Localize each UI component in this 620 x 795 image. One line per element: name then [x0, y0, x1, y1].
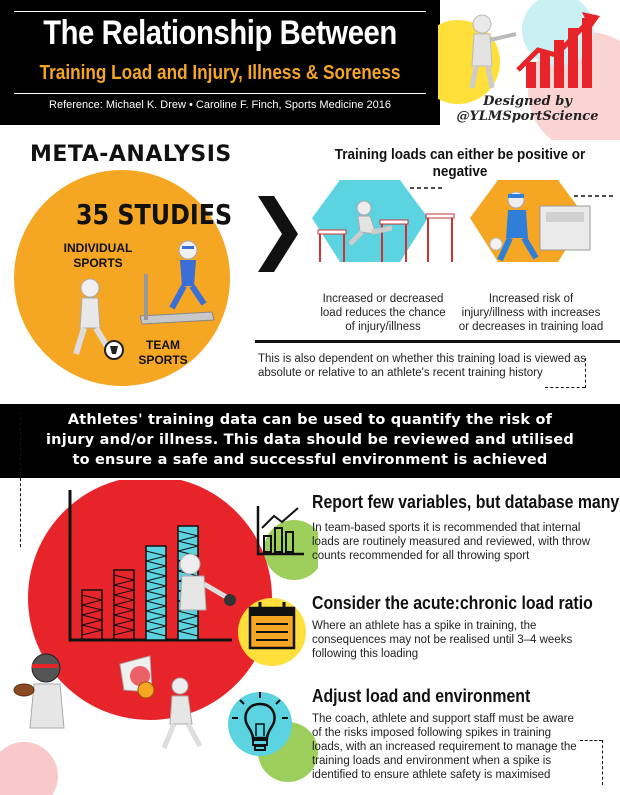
header-top-rule [14, 11, 426, 12]
positive-load-caption: Increased or decreased load reduces the chance of injury/illness [320, 293, 446, 333]
team-label-line1: TEAM [146, 338, 180, 352]
tip-2-icon-graphic [232, 592, 314, 674]
meta-analysis-title: META-ANALYSIS [30, 142, 232, 167]
tip-2-body: Where an athlete has a spike in training, the consequences may not be realised until 3–4 weeks following this loading [312, 620, 573, 660]
designed-by-label: Designed by [483, 94, 572, 109]
tip-3-heading: Adjust load and environment [312, 686, 531, 706]
tip-3-body: The coach, athlete and support staff must be aware of the risks imposed following spikes in training loads, with an increased requirement to manage the training loads and environment when a spike is identified to ensure athlete safety is maximised [312, 713, 577, 781]
individual-label-line2: SPORTS [73, 256, 123, 270]
training-loads-title: Training loads can either be positive or negative [334, 146, 586, 180]
tip-1-icon-graphic [248, 498, 318, 580]
dashed-connector [580, 740, 602, 741]
green-circle-shape [264, 520, 318, 580]
loads-divider [255, 340, 620, 343]
dashed-connector [585, 358, 586, 388]
calendar-icon [250, 602, 294, 648]
tip-3-icon-graphic [218, 682, 318, 782]
negative-load-caption: Increased risk of injury/illness with increases or decreases in training load [458, 293, 604, 333]
team-label-line2: SPORTS [138, 353, 188, 367]
chevron-right-icon [258, 196, 298, 272]
designed-by-handle: @YLMSportScience [456, 109, 599, 124]
banner-line-2: injury and/or illness. This data should be reviewed and utilised [46, 432, 574, 448]
studies-count: 35 STUDIES [76, 198, 233, 231]
individual-label-line1: INDIVIDUAL [63, 241, 133, 255]
tip-1-body: In team-based sports it is recommended that internal loads are routinely measured and reviewed, with throw counts recommended for all throwing sport [312, 522, 591, 562]
individual-sports-label [58, 241, 138, 271]
page-subtitle: Training Load and Injury, Illness & Soreness [39, 62, 401, 84]
training-history-note: This is also dependent on whether this training load is viewed as absolute or relative to an athlete's recent training history [258, 353, 586, 379]
banner-line-3: to ensure a safe and successful environment is achieved [72, 452, 548, 468]
loads-illustrations [300, 170, 620, 290]
football-player-icon [14, 654, 64, 728]
reference-text: Reference: Michael K. Drew • Caroline F. Finch, Sports Medicine 2016 [49, 99, 391, 111]
page-title: The Relationship Between [43, 14, 397, 52]
tip-1-heading: Report few variables, but database many [312, 492, 620, 512]
tip-2-heading: Consider the acute:chronic load ratio [312, 593, 593, 613]
designed-by-credit [440, 94, 615, 124]
dashed-connector [602, 740, 603, 785]
pink-circle-shape [0, 742, 58, 795]
header-mid-rule [14, 93, 426, 94]
team-sports-label [128, 338, 198, 368]
banner-line-1: Athletes' training data can be used to quantify the risk of [67, 412, 553, 428]
dashed-connector [545, 387, 585, 388]
